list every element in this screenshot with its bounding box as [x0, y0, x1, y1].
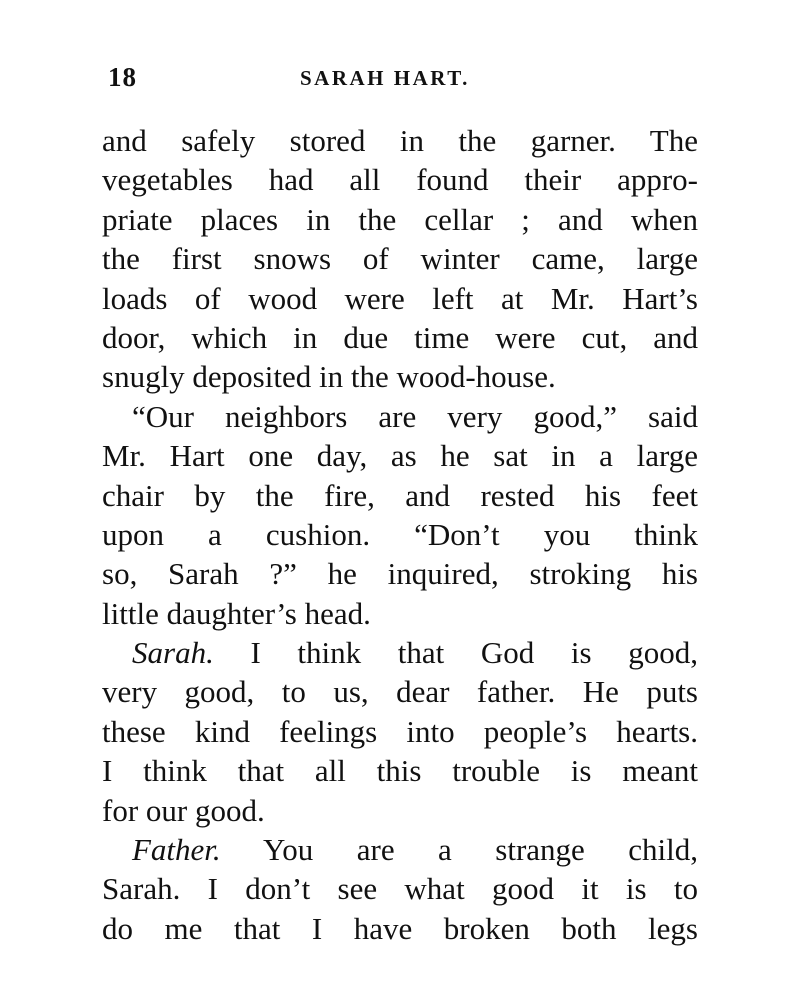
text-line: the first snows of winter came, large: [102, 241, 698, 277]
text-line: and safely stored in the garner. The: [102, 123, 698, 158]
text-line: Sarah. I don’t see what good it is to: [102, 871, 698, 907]
page-number: 18: [108, 62, 137, 92]
body-text: [102, 121, 698, 948]
page-header: [108, 62, 698, 102]
text-line: so, Sarah ?” he inquired, stroking his: [102, 556, 698, 592]
text-line: upon a cushion. “Don’t you think: [102, 516, 698, 552]
text-line: priate places in the cellar ; and when: [102, 201, 698, 237]
text-line: very good, to us, dear father. He puts: [102, 674, 698, 710]
line-text: I think that God is good,: [213, 635, 698, 671]
text-line: snugly deposited in the wood-house.: [102, 359, 556, 395]
text-line: I think that all this trouble is meant: [102, 753, 698, 789]
text-line: for our good.: [102, 792, 265, 828]
text-line: vegetables had all found their appro-: [102, 162, 698, 198]
text-line: chair by the fire, and rested his feet: [102, 477, 698, 513]
dialogue-line: [102, 830, 698, 869]
text-line: Mr. Hart one day, as he sat in a large: [102, 438, 698, 474]
text-line: do me that I have broken both legs: [102, 910, 698, 946]
speaker-label: Sarah.: [132, 635, 214, 671]
running-head: SARAH HART.: [300, 66, 470, 90]
text-line: loads of wood were left at Mr. Hart’s: [102, 280, 698, 316]
line-text: You are a strange child,: [220, 832, 698, 868]
speaker-label: Father.: [132, 832, 221, 868]
text-line: these kind feelings into people’s hearts.: [102, 713, 698, 749]
text-line: little daughter’s head.: [102, 595, 371, 631]
text-line: door, which in due time were cut, and: [102, 319, 698, 355]
text-line: “Our neighbors are very good,” said: [132, 398, 698, 434]
dialogue-line: [102, 633, 698, 672]
